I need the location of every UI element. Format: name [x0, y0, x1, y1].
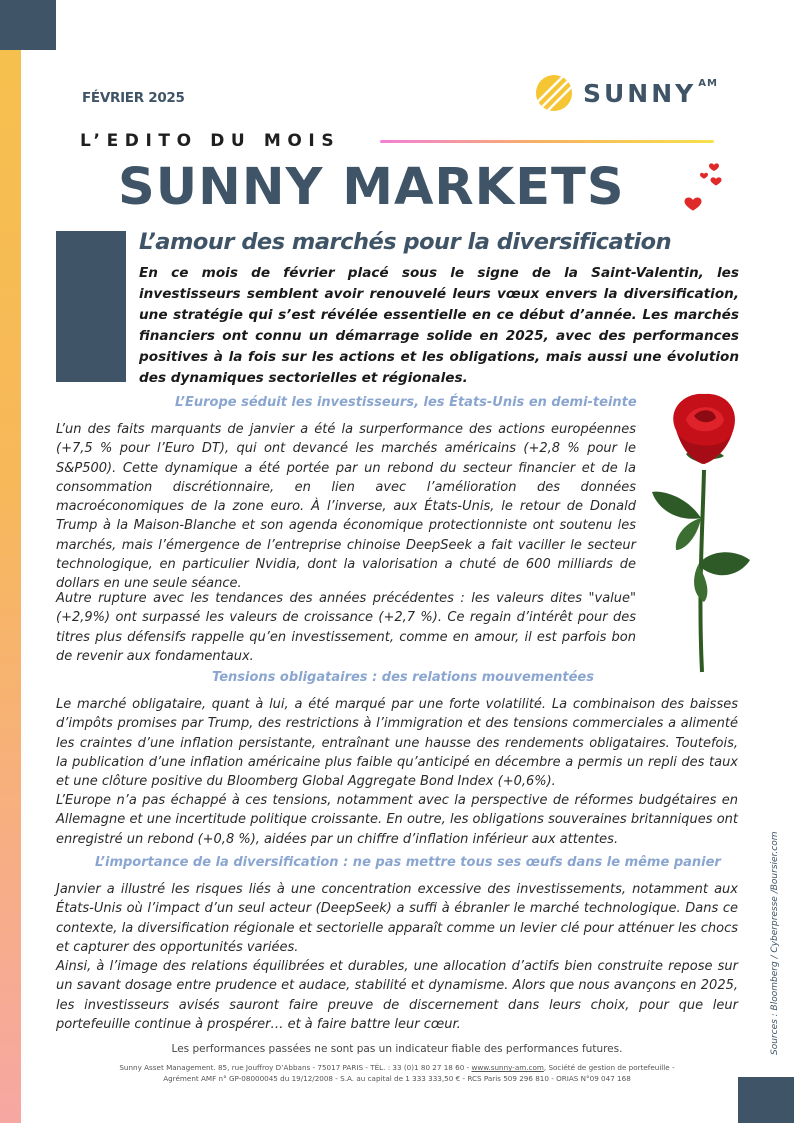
sun-logo-icon: [535, 74, 573, 112]
sources-note: Sources : Bloomberg / Cyberpresse /Boursier.com: [770, 831, 780, 1055]
page-title: SUNNY MARKETS: [118, 158, 625, 217]
sunny-am-logo: [535, 74, 718, 112]
page-subtitle: L’amour des marchés pour la diversification: [139, 229, 672, 255]
intro-accent-bar: [56, 231, 126, 382]
body-paragraph: Janvier a illustré les risques liés à une concentration excessive des investissements, notamment aux États-Unis où l’impact d’un seul acteur (DeepSeek) a suffi à ébranler le marché technologique. Dans ce contexte, la diversification régionale et sectorielle apparaît comme un levier clé pour atténuer les chocs et capturer des opportunités variées.: [56, 882, 738, 955]
body-paragraph: Ainsi, à l’image des relations équilibrées et durables, une allocation d’actifs bien construite repose sur un savant dosage entre prudence et audace, stabilité et dynamisme. Alors que nous avançons en 2025, les investisseurs avisés sauront faire preuve de discernement dans leurs choix, pour que leur portefeuille continue à prospérer… et à faire battre leur cœur.: [56, 959, 738, 1032]
legal-text: Sunny Asset Management. 85, rue Jouffroy D’Abbans - 75017 PARIS - TÉL. : 33 (0)1 80 27 18 60 -: [119, 1063, 472, 1072]
rose-illustration: [646, 390, 758, 675]
hearts-icon: [680, 160, 728, 220]
section-heading: L’Europe séduit les investisseurs, les États-Unis en demi-teinte: [175, 395, 637, 410]
gradient-divider: [380, 140, 714, 143]
legal-line: [60, 1062, 734, 1073]
body-paragraph: Le marché obligataire, quant à lui, a été marqué par une forte volatilité. La combinaison des baisses d’impôts promises par Trump, des restrictions à l’immigration et des tensions commerciales a alimenté les craintes d’une inflation persistante, entraînant une hausse des rendements obligataires. Toutefois, la publication d’une inflation américaine plus faible qu’anticipé en décembre a permis un repli des taux et une clôture positive du Bloomberg Global Aggregate Bond Index (+0,6%).: [56, 697, 738, 790]
corner-decoration-top: [0, 0, 56, 50]
body-paragraph: Autre rupture avec les tendances des années précédentes : les valeurs dites "value" (+2,9%) ont surpassé les valeurs de croissance (+2,7 %). Ce regain d’intérêt pour des titres plus défensifs rappelle qu’en investissement, comme en amour, il est parfois bon de revenir aux fondamentaux.: [56, 591, 636, 664]
section-heading: Tensions obligataires : des relations mouvementées: [212, 670, 594, 685]
legal-text: , Société de gestion de portefeuille -: [543, 1063, 675, 1072]
edito-label: L’EDITO DU MOIS: [80, 131, 341, 151]
issue-date: FÉVRIER 2025: [82, 90, 185, 106]
intro-paragraph: En ce mois de février placé sous le signe de la Saint-Valentin, les investisseurs semblent avoir renouvelé leurs vœux envers la diversification, une stratégie qui s’est révélée essentielle en ce début d’année. Les marchés financiers ont connu un démarrage solide en 2025, avec des performances positives à la fois sur les actions et les obligations, mais aussi une évolution des dynamiques sectorielles et régionales.: [139, 265, 739, 386]
body-paragraph: L’Europe n’a pas échappé à ces tensions, notamment avec la perspective de réformes budgétaires en Allemagne et une incertitude politique croissante. En outre, les obligations souveraines britanniques ont enregistré un rebond (+0,8 %), aidées par un chiffre d’inflation inférieur aux attentes.: [56, 793, 738, 847]
legal-line: Agrément AMF n° GP-08000045 du 19/12/2008 - S.A. au capital de 1 333 333,50 € - RCS Paris 509 296 810 - ORIAS N°09 047 168: [163, 1074, 631, 1083]
body-paragraph: L’un des faits marquants de janvier a été la surperformance des actions européennes (+7,5 % pour l’Euro DT), qui ont devancé les marchés américains (+2,8 % pour le S&P500). Cette dynamique a été portée par un rebond du secteur financier et de la consommation discrétionnaire, en lien avec l’amélioration des données macroéconomiques de la zone euro. À l’inverse, aux États-Unis, le retour de Donald Trump à la Maison-Blanche et son agenda économique protectionniste ont soutenu les marchés, mais l’émergence de l’entreprise chinoise DeepSeek a fait vaciller le secteur technologique, en particulier Nvidia, dont la valorisation a chuté de 600 milliards de dollars en une seule séance.: [56, 422, 636, 592]
left-gradient-bar: [0, 50, 21, 1123]
corner-decoration-bottom: [738, 1077, 794, 1123]
logo-wordmark: SUNNY: [583, 78, 697, 108]
performance-disclaimer: Les performances passées ne sont pas un indicateur fiable des performances futures.: [171, 1043, 623, 1055]
section-heading: L’importance de la diversification : ne pas mettre tous ses œufs dans le même panier: [95, 855, 721, 870]
website-link[interactable]: www.sunny-am.com: [471, 1063, 544, 1072]
logo-superscript: AM: [698, 77, 718, 89]
